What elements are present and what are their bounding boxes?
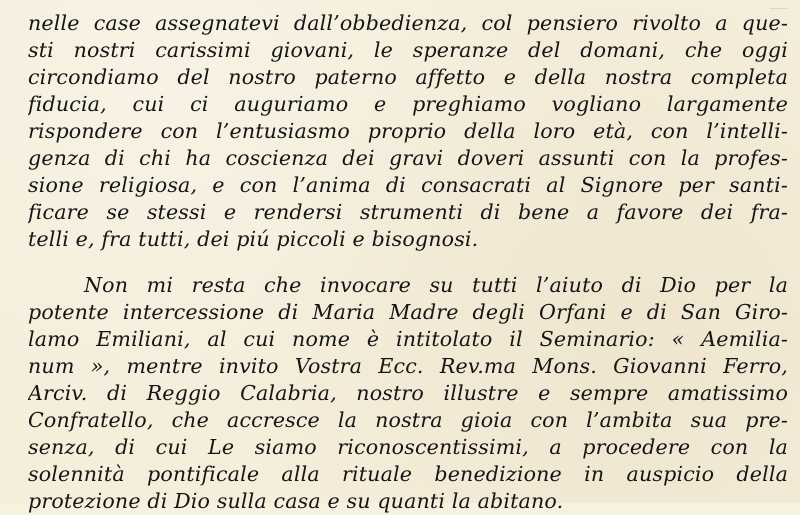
text-line: sione religiosa, e con l’anima di consacrati al Signore per santi- [28,173,788,197]
document-text [28,10,788,515]
paragraph-gap [28,253,788,272]
text-line: genza di chi ha coscienza dei gravi doveri assunti con la profes- [28,146,788,170]
text-line: solennità pontificale alla rituale benedizione in auspicio della [28,462,788,486]
text-line: potente intercessione di Maria Madre degli Orfani e di San Giro- [28,300,788,324]
text-line: lamo Emiliani, al cui nome è intitolato il Seminario: « Aemilia- [28,327,788,351]
text-line: rispondere con l’entusiasmo proprio della loro età, con l’intelli- [28,119,788,143]
text-line: Confratello, che accresce la nostra gioia con l’ambita sua pre- [28,408,788,432]
text-line: senza, di cui Le siamo riconoscentissimi, a procedere con la [28,435,788,459]
text-line: circondiamo del nostro paterno affetto e della nostra completa [28,65,788,89]
text-line: protezione di Dio sulla casa e su quanti la abitano. [28,489,564,513]
text-line: Non mi resta che invocare su tutti l’aiuto di Dio per la [84,273,788,297]
paragraph-1 [28,10,788,253]
text-line: nelle case assegnatevi dall’obbedienza, col pensiero rivolto a que- [28,11,788,35]
text-line: num », mentre invito Vostra Ecc. Rev.ma Mons. Giovanni Ferro, [28,354,788,378]
paper-mark [770,8,788,9]
text-line: sti nostri carissimi giovani, le speranze del domani, che oggi [28,38,788,62]
text-line: Arciv. di Reggio Calabria, nostro illustre e sempre amatissimo [28,381,788,405]
text-line: ficare se stessi e rendersi strumenti di bene a favore dei fra- [28,200,788,224]
paragraph-2 [28,272,788,515]
text-line: fiducia, cui ci auguriamo e preghiamo vogliano largamente [28,92,788,116]
text-line: telli e, fra tutti, dei piú piccoli e bisognosi. [28,227,479,251]
